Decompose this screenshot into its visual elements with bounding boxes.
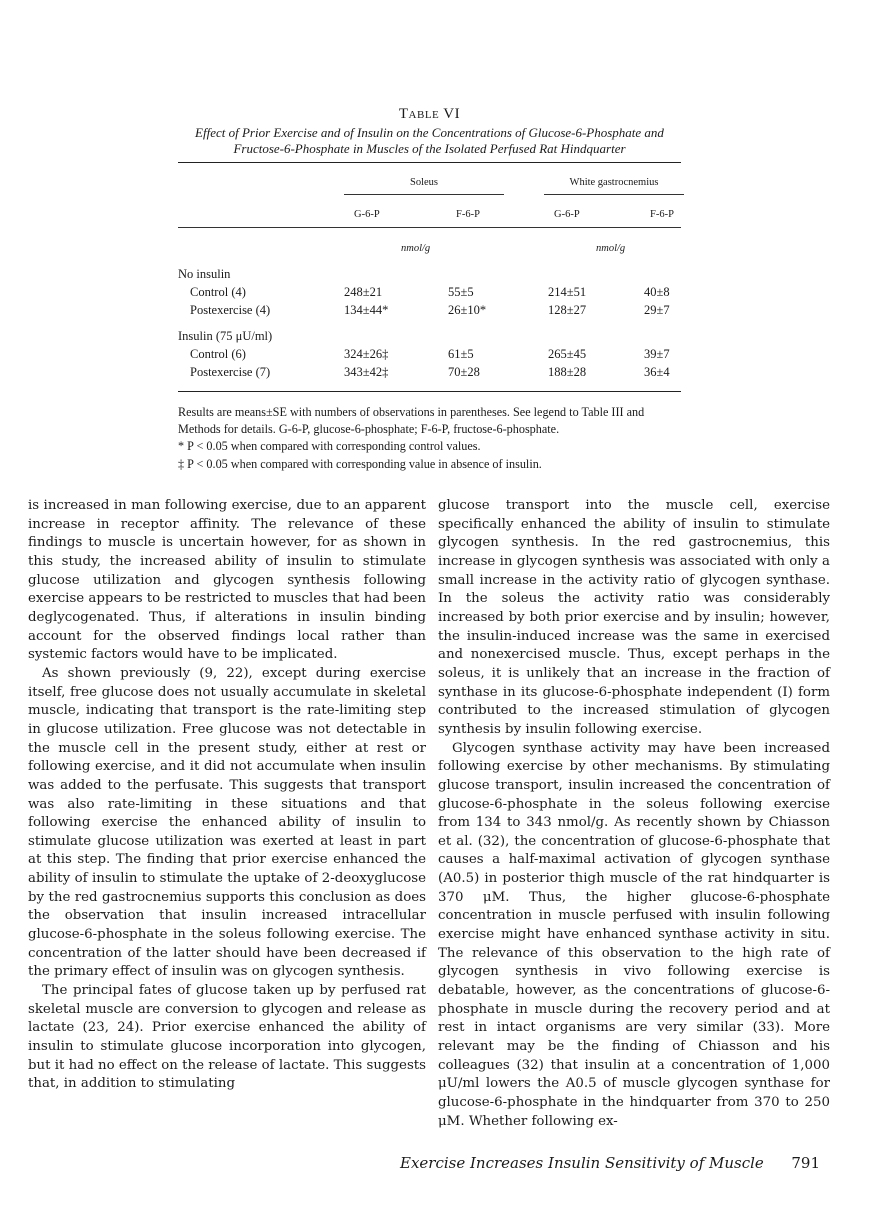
section-label-insulin: Insulin (75 μU/ml)	[178, 329, 273, 343]
table-notes	[178, 404, 688, 473]
right-text-column	[438, 497, 830, 1131]
running-head: Exercise Increases Insulin Sensitivity of Muscle	[400, 1154, 764, 1172]
row-label: Postexercise (4)	[190, 303, 271, 317]
group-rule-soleus	[344, 194, 504, 195]
table-cell: 70±28	[448, 365, 480, 379]
table-cell: 40±8	[644, 285, 670, 299]
table-cell: 248±21	[344, 285, 383, 299]
table-caption: Effect of Prior Exercise and of Insulin on the Concentrations of Glucose-6-Phosphate and Fructose-6-Phosphate in Muscles of the Isolated Perfused Rat Hindquarter	[195, 125, 664, 156]
paragraph: As shown previously (9, 22), except during exercise itself, free glucose does not usually accumulate in skeletal muscle, indicating that transport is the rate-limiting step in glucose utilization. Free glucose was not detectable in the muscle cell in the present study, either at rest or following exercise, and it did not accumulate when insulin was added to the perfusate. This suggests that transport was also rate-limiting in these situations and that following exercise the enhanced ability of insulin to stimulate glucose utilization was exerted at least in part at this step. The finding that prior exercise enhanced the ability of insulin to stimulate the uptake of 2-deoxyglucose by the red gastrocnemius supports this conclusion as does the observation that insulin increased intracellular glucose-6-phosphate in the soleus following exercise. The concentration of the latter should have been decreased if the primary effect of insulin was on glycogen synthesis.	[28, 665, 426, 980]
group-header-white-gastrocnemius: White gastrocnemius	[569, 177, 659, 188]
table-cell: 61±5	[448, 347, 474, 361]
table-cell: 128±27	[548, 303, 587, 317]
table-cell: 55±5	[448, 285, 474, 299]
table-note: Results are means±SE with numbers of observations in parentheses. See legend to Table III and Methods for details. G-6-P, glucose-6-phosphate; F-6-P, fructose-6-phosphate.	[178, 405, 645, 437]
table-cell: 36±4	[644, 365, 670, 379]
page-number: 791	[791, 1154, 820, 1172]
page-footer	[400, 1154, 820, 1172]
table-note: * P < 0.05 when compared with corresponding control values.	[178, 439, 481, 454]
group-rule-white-gastrocnemius	[544, 194, 684, 195]
col-header-g6p-white: G-6-P	[554, 209, 580, 220]
paragraph: Glycogen synthase activity may have been increased following exercise by other mechanisms. By stimulating glucose transport, insulin increased the concentration of glucose-6-phosphate in the soleus following exercise from 134 to 343 nmol/g. As recently shown by Chiasson et al. (32), the concentration of glucose-6-phosphate that causes a half-maximal activation of glycogen synthase (A0.5) in posterior thigh muscle of the rat hindquarter is 370 μM. Thus, the higher glucose-6-phosphate concentration in muscle perfused with insulin following exercise might have enhanced synthase activity in situ. The relevance of this observation to the high rate of glycogen synthesis in vivo following exercise is debatable, however, as the concentrations of glucose-6-phosphate in muscle during the recovery period and at rest in intact organisms are very similar (33). More relevant may be the finding of Chiasson and his colleagues (32) that insulin at a concentration of 1,000 μU/ml lowers the A0.5 of muscle glycogen synthase for glucose-6-phosphate in the hindquarter from 370 to 250 μM. Whether following ex-	[438, 740, 830, 1129]
table-cell: 29±7	[644, 303, 670, 317]
table-cell: 343±42‡	[344, 365, 389, 379]
col-header-f6p-white: F-6-P	[650, 209, 674, 220]
table-note: ‡ P < 0.05 when compared with corresponding value in absence of insulin.	[178, 456, 542, 471]
row-label: Postexercise (7)	[190, 365, 271, 379]
table-grid	[178, 163, 681, 383]
table-cell: 39±7	[644, 347, 670, 361]
unit-soleus: nmol/g	[401, 243, 431, 254]
table-cell: 134±44*	[344, 303, 389, 317]
table-cell: 214±51	[548, 285, 587, 299]
table-cell: 26±10*	[448, 303, 487, 317]
paragraph: The principal fates of glucose taken up by perfused rat skeletal muscle are conversion to glycogen and release as lactate (23, 24). Prior exercise enhanced the ability of insulin to stimulate glucose incorporation into glycogen, but it had no effect on the release of lactate. This suggests that, in addition to stimulating	[28, 983, 426, 1092]
col-header-g6p-soleus: G-6-P	[354, 209, 380, 220]
table-cell: 265±45	[548, 347, 587, 361]
table-cell: 324±26‡	[344, 347, 389, 361]
table-title: Table VI	[398, 106, 461, 122]
left-text-column	[28, 497, 426, 1094]
paragraph: glucose transport into the muscle cell, exercise specifically enhanced the ability of insulin to stimulate glycogen synthesis. In the red gastrocnemius, this increase in glycogen synthesis was associated with only a small increase in the activity ratio of glycogen synthase. In the soleus the activity ratio was considerably increased by both prior exercise and by insulin; however, the insulin-induced increase was the same in exercised and nonexercised muscle. Thus, except perhaps in the soleus, it is unlikely that an increase in the fraction of synthase in its glucose-6-phosphate independent (I) form contributed to the increased stimulation of glycogen synthesis by insulin following exercise.	[438, 498, 830, 737]
group-header-soleus: Soleus	[409, 177, 438, 188]
row-label: Control (4)	[190, 285, 246, 299]
row-label: Control (6)	[190, 347, 246, 361]
unit-white: nmol/g	[596, 243, 626, 254]
table-bottom-rule	[178, 391, 681, 392]
paragraph: is increased in man following exercise, due to an apparent increase in receptor affinity. The relevance of these findings to muscle is uncertain however, for as shown in this study, the increased ability of insulin to stimulate glucose utilization and glycogen synthesis following exercise appears to be restricted to muscles that had been deglycogenated. Thus, if alterations in insulin binding account for the observed findings local rather than systemic factors would have to be implicated.	[28, 498, 426, 663]
col-header-f6p-soleus: F-6-P	[456, 209, 480, 220]
table-block	[178, 106, 681, 392]
column-header-rule	[178, 227, 681, 228]
table-cell: 188±28	[548, 365, 587, 379]
section-label-no-insulin: No insulin	[178, 267, 231, 281]
